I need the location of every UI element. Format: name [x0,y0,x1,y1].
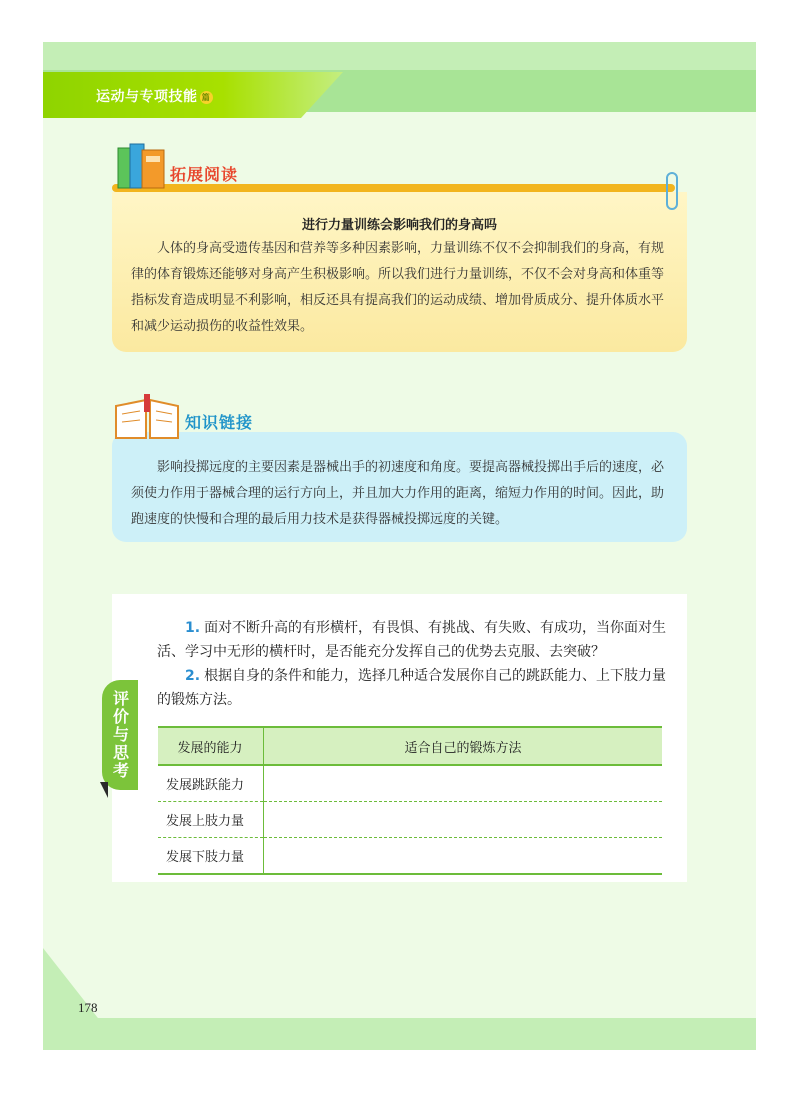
question-1-text: 面对不断升高的有形横杆，有畏惧、有挑战、有失败、有成功，当你面对生活、学习中无形的横杆时，是否能充分发挥自己的优势去克服、去突破？ [157,620,667,660]
table-cell-ability: 发展上肢力量 [158,802,264,838]
page-number: 178 [78,1000,98,1015]
table-row [158,802,662,838]
column-header-method: 适合自己的锻炼方法 [264,727,663,765]
knowledge-link-title: 知识链接 [185,413,254,432]
table-cell-ability: 发展下肢力量 [158,838,264,875]
evaluation-tab-label: 评价与思考 [110,690,130,780]
knowledge-link-body: 影响投掷远度的主要因素是器械出手的初速度和角度。要提高器械投掷出手后的速度，必须使力作用于器械合理的运行方向上，并且加大力作用的距离，缩短力作用的时间。因此，助跑速度的快慢和合理的最后用力技术是获得器械投掷远度的关键。 [131,460,665,527]
extended-reading-title: 拓展阅读 [170,165,239,184]
question-1-number: 1. [185,620,201,636]
question-1 [157,616,677,664]
top-band-highlight [43,42,756,70]
section-label: 运动与专项技能 [96,89,198,105]
table-row [158,838,662,875]
column-header-ability: 发展的能力 [158,727,264,765]
table-cell-method[interactable] [264,765,663,802]
question-2-number: 2. [185,668,201,684]
training-methods-table [158,726,662,875]
question-2 [157,664,677,712]
section-badge: 篇 [200,91,213,104]
section-header [96,86,213,106]
table-header-row [158,727,662,765]
table-cell-method[interactable] [264,838,663,875]
table-row [158,765,662,802]
extended-reading-heading: 进行力量训练会影响我们的身高吗 [301,218,497,233]
table-cell-ability: 发展跳跃能力 [158,765,264,802]
bottom-band [43,1018,756,1050]
extended-reading-body: 人体的身高受遗传基因和营养等多种因素影响，力量训练不仅不会抑制我们的身高，有规律的体育锻炼还能够对身高产生积极影响。所以我们进行力量训练，不仅不会对身高和体重等指标发育造成明显不利影响，相反还具有提高我们的运动成绩、增加骨质成分、提升体质水平和减少运动损伤的收益性效果。 [131,241,665,334]
open-book-icon [112,392,184,442]
question-2-text: 根据自身的条件和能力，选择几种适合发展你自己的跳跃能力、上下肢力量的锻炼方法。 [157,668,667,708]
paperclip-icon [666,172,678,210]
books-icon [116,142,170,192]
table-cell-method[interactable] [264,802,663,838]
extended-reading-bar [112,184,675,192]
evaluation-tab [102,680,138,790]
